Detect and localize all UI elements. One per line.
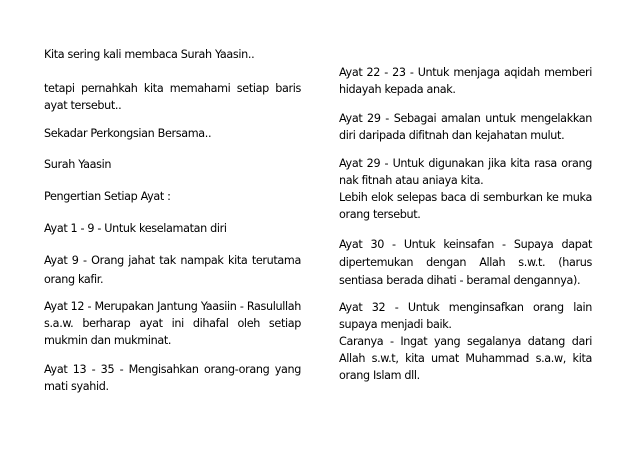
paragraph: Ayat 13 - 35 - Mengisahkan orang-orang yang mati syahid. [44,363,301,393]
paragraph: Lebih elok selepas baca di semburkan ke muka orang tersebut. [339,191,592,221]
paragraph: Ayat 12 - Merupakan Jantung Yaasiin - Rasulullah s.a.w. berharap ayat ini dihafal oleh setiap mukmin dan mukminat. [44,300,301,347]
paragraph: Ayat 30 - Untuk keinsafan - Supaya dapat dipertemukan dengan Allah s.w.t. (harus sentiasa berada dihati - beramal dengannya). [339,238,592,287]
paragraph: Surah Yaasin [44,158,112,171]
paragraph: tetapi pernahkah kita memahami setiap baris ayat tersebut.. [44,82,301,112]
paragraph: Ayat 29 - Untuk digunakan jika kita rasa orang nak fitnah atau aniaya kita. [339,157,592,187]
paragraph: Ayat 9 - Orang jahat tak nampak kita terutama orang kafir. [44,254,301,286]
paragraph: Sekadar Perkongsian Bersama.. [44,127,212,140]
paragraph: Ayat 1 - 9 - Untuk keselamatan diri [44,222,227,235]
paragraph: Kita sering kali membaca Surah Yaasin.. [44,48,255,61]
paragraph: Caranya - Ingat yang segalanya datang dari Allah s.w.t, kita umat Muhammad s.a.w, kita orang Islam dll. [339,335,592,382]
paragraph: Ayat 32 - Untuk menginsafkan orang lain supaya menjadi baik. [339,301,592,331]
paragraph: Ayat 22 - 23 - Untuk menjaga aqidah memberi hidayah kepada anak. [339,66,592,96]
paragraph: Pengertian Setiap Ayat : [44,190,171,203]
paragraph: Ayat 29 - Sebagai amalan untuk mengelakkan diri daripada difitnah dan kejahatan mulut. [339,112,592,142]
